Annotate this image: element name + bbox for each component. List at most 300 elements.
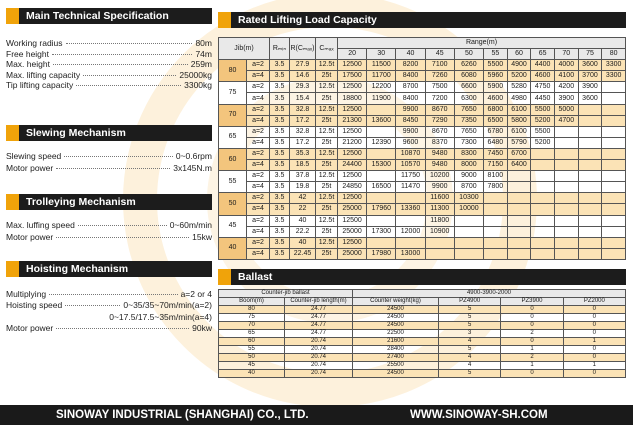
ballast-cell: 20.74: [285, 369, 353, 377]
load-value-cell: 8670: [425, 104, 454, 115]
trolleying-list: [6, 219, 212, 243]
table-cell-rmin: 3.5: [270, 104, 290, 115]
load-value-cell: 4000: [554, 60, 578, 71]
load-value-cell: 5200: [531, 115, 555, 126]
ballast-cell: 1: [563, 337, 625, 345]
load-value-cell: 9000: [454, 171, 483, 182]
ballast-cell: 20.74: [285, 337, 353, 345]
ballast-title: Ballast: [238, 270, 273, 283]
table-cell-cmax: 12.5t: [316, 126, 338, 137]
footer-bar: [0, 405, 633, 425]
table-cell-rmin: 3.5: [270, 137, 290, 148]
ballast-cell: 25500: [353, 361, 439, 369]
load-value-cell: [578, 148, 602, 159]
ballast-cell: 3: [439, 329, 501, 337]
load-value-cell: [554, 204, 578, 215]
load-value-cell: [484, 193, 508, 204]
load-value-cell: [484, 226, 508, 237]
load-value-cell: [578, 160, 602, 171]
load-value-cell: 7650: [454, 104, 483, 115]
load-value-cell: 9480: [425, 148, 454, 159]
slewing-list: [6, 150, 212, 174]
table-cell-cmax: 25t: [316, 204, 338, 215]
range-column-header: 75: [578, 49, 602, 60]
table-row: [219, 215, 626, 226]
ballast-cell: 0: [501, 369, 563, 377]
range-column-header: 50: [454, 49, 483, 60]
load-value-cell: 10200: [425, 171, 454, 182]
ballast-column-header: PZ4900: [439, 297, 501, 305]
load-value-cell: [578, 171, 602, 182]
load-value-cell: [602, 126, 626, 137]
website-link[interactable]: WWW.SINOWAY-SH.COM: [410, 409, 548, 421]
jib-length-cell: 70: [219, 104, 247, 126]
load-value-cell: [484, 248, 508, 259]
load-value-cell: 4900: [507, 60, 531, 71]
table-cell-cmax: 12.5t: [316, 60, 338, 71]
ballast-cell: 4: [439, 337, 501, 345]
load-value-cell: 6800: [484, 104, 508, 115]
load-value-cell: 8700: [396, 82, 425, 93]
load-value-cell: [367, 237, 396, 248]
load-value-cell: 12000: [396, 226, 425, 237]
table-cell-a: a=2: [247, 104, 270, 115]
load-value-cell: [367, 104, 396, 115]
table-cell-a: a=4: [247, 204, 270, 215]
load-value-cell: 4980: [507, 93, 531, 104]
ballast-cell: 5: [439, 305, 501, 313]
load-value-cell: [507, 237, 531, 248]
load-value-cell: [578, 193, 602, 204]
load-value-cell: [507, 215, 531, 226]
table-cell-a: a=2: [247, 215, 270, 226]
table-row: [219, 193, 626, 204]
table-cell-rc: 32.8: [290, 126, 316, 137]
ballast-group-left: Counter-jib ballast: [219, 289, 353, 297]
load-value-cell: 21300: [338, 115, 367, 126]
load-value-cell: 8400: [396, 93, 425, 104]
ballast-cell: 21600: [353, 337, 439, 345]
table-cell-rmin: 3.5: [270, 148, 290, 159]
load-value-cell: 15300: [367, 160, 396, 171]
load-value-cell: [367, 171, 396, 182]
load-value-cell: 5000: [554, 104, 578, 115]
table-cell-rc: 42: [290, 193, 316, 204]
table-cell-rmin: 3.5: [270, 226, 290, 237]
load-value-cell: 11470: [396, 182, 425, 193]
ballast-cell: 24500: [353, 305, 439, 313]
load-value-cell: 24850: [338, 182, 367, 193]
table-row: [219, 321, 626, 329]
load-value-cell: 13000: [396, 248, 425, 259]
table-cell-rc: 37.8: [290, 171, 316, 182]
ballast-cell: 40: [219, 369, 285, 377]
table-cell-a: a=2: [247, 171, 270, 182]
range-column-header: 40: [396, 49, 425, 60]
load-value-cell: [602, 237, 626, 248]
ballast-cell: 4: [439, 353, 501, 361]
range-column-header: 60: [507, 49, 531, 60]
ballast-cell: 60: [219, 337, 285, 345]
load-value-cell: 5800: [507, 115, 531, 126]
table-row: [219, 148, 626, 159]
load-value-cell: 4750: [531, 82, 555, 93]
ballast-cell: 24.77: [285, 305, 353, 313]
ballast-table: [218, 289, 626, 378]
table-cell-cmax: 12.5t: [316, 104, 338, 115]
load-value-cell: 12500: [338, 60, 367, 71]
ballast-cell: 80: [219, 305, 285, 313]
load-value-cell: [454, 226, 483, 237]
section-marker-icon: [6, 8, 19, 24]
load-value-cell: 12390: [367, 137, 396, 148]
ballast-cell: 20.74: [285, 353, 353, 361]
table-cell-cmax: 25t: [316, 71, 338, 82]
load-value-cell: [531, 182, 555, 193]
load-value-cell: 9900: [396, 104, 425, 115]
load-value-cell: 8400: [396, 71, 425, 82]
load-value-cell: 7450: [484, 148, 508, 159]
load-value-cell: 5200: [531, 137, 555, 148]
table-cell-a: a=4: [247, 160, 270, 171]
ballast-cell: 0: [501, 337, 563, 345]
load-value-cell: 4600: [484, 93, 508, 104]
spec-row: Max. lifting capacity 25000kg: [6, 69, 212, 80]
specification-column: [6, 8, 212, 335]
load-value-cell: [602, 82, 626, 93]
range-column-header: 20: [338, 49, 367, 60]
table-row: [219, 313, 626, 321]
load-value-cell: [578, 237, 602, 248]
ballast-column-header: PZ3900: [501, 297, 563, 305]
table-cell-rc: 22.45: [290, 248, 316, 259]
load-value-cell: [578, 104, 602, 115]
table-cell-cmax: 12.5t: [316, 237, 338, 248]
load-value-cell: 17300: [367, 226, 396, 237]
jib-length-cell: 65: [219, 126, 247, 148]
ballast-cell: 5: [439, 321, 501, 329]
table-row: [219, 337, 626, 345]
ballast-cell: 24500: [353, 313, 439, 321]
load-value-cell: [554, 182, 578, 193]
jib-length-cell: 40: [219, 237, 247, 259]
ballast-cell: 70: [219, 321, 285, 329]
table-cell-rmin: 3.5: [270, 126, 290, 137]
load-value-cell: [578, 204, 602, 215]
load-value-cell: 13600: [367, 115, 396, 126]
load-value-cell: [578, 137, 602, 148]
load-value-cell: [507, 248, 531, 259]
main-spec-header: [6, 8, 212, 24]
table-row: [219, 353, 626, 361]
load-value-cell: 17980: [367, 248, 396, 259]
load-value-cell: 3600: [578, 93, 602, 104]
jib-length-cell: 60: [219, 148, 247, 170]
spec-row: Slewing speed 0~0.6rpm: [6, 150, 212, 161]
table-cell-a: a=2: [247, 60, 270, 71]
ballast-cell: 1: [501, 361, 563, 369]
ballast-cell: 50: [219, 353, 285, 361]
load-value-cell: 25000: [338, 226, 367, 237]
load-value-cell: 8700: [454, 182, 483, 193]
load-value-cell: [578, 226, 602, 237]
table-cell-cmax: 25t: [316, 115, 338, 126]
load-value-cell: 12500: [338, 104, 367, 115]
table-cell-rc: 17.2: [290, 137, 316, 148]
tables-column: [218, 12, 626, 378]
load-value-cell: [531, 237, 555, 248]
load-value-cell: 6100: [507, 104, 531, 115]
cmax-column-header: Cₘₐₓ: [316, 38, 338, 60]
company-name: SINOWAY INDUSTRIAL (SHANGHAI) CO., LTD.: [56, 409, 309, 421]
load-value-cell: 3300: [602, 71, 626, 82]
load-value-cell: [554, 193, 578, 204]
load-value-cell: [554, 171, 578, 182]
load-value-cell: [578, 126, 602, 137]
ballast-cell: 0: [563, 313, 625, 321]
table-cell-rc: 22.2: [290, 226, 316, 237]
ballast-cell: 24.77: [285, 321, 353, 329]
table-cell-rc: 22: [290, 204, 316, 215]
ballast-cell: 20.74: [285, 345, 353, 353]
load-value-cell: [602, 193, 626, 204]
load-value-cell: 8370: [425, 137, 454, 148]
table-row: [219, 361, 626, 369]
spec-row: Max. height 259m: [6, 59, 212, 70]
load-value-cell: 12500: [338, 82, 367, 93]
section-marker-icon: [6, 125, 19, 141]
load-value-cell: 6780: [484, 126, 508, 137]
ballast-cell: 2: [501, 353, 563, 361]
load-value-cell: [602, 160, 626, 171]
table-cell-cmax: 25t: [316, 137, 338, 148]
load-value-cell: 12200: [367, 82, 396, 93]
ballast-cell: 2: [501, 329, 563, 337]
table-cell-cmax: 12.5t: [316, 148, 338, 159]
table-cell-a: a=4: [247, 248, 270, 259]
load-value-cell: 10870: [396, 148, 425, 159]
jib-column-header: Jib(m): [219, 38, 270, 60]
load-value-cell: [554, 226, 578, 237]
trolleying-header: [6, 194, 212, 210]
load-value-cell: [396, 215, 425, 226]
load-value-cell: 8000: [454, 160, 483, 171]
load-value-cell: [531, 204, 555, 215]
load-value-cell: [554, 237, 578, 248]
rcmax-column-header: R(Cₘₐₓ): [290, 38, 316, 60]
load-value-cell: [454, 215, 483, 226]
load-value-cell: 4100: [554, 71, 578, 82]
load-value-cell: [531, 160, 555, 171]
ballast-cell: 0: [501, 321, 563, 329]
load-value-cell: 7500: [425, 82, 454, 93]
load-value-cell: [554, 137, 578, 148]
table-cell-rmin: 3.5: [270, 60, 290, 71]
table-row: [219, 305, 626, 313]
table-cell-cmax: 25t: [316, 93, 338, 104]
load-value-cell: 11500: [367, 60, 396, 71]
load-value-cell: 5500: [531, 126, 555, 137]
ballast-cell: 5: [439, 345, 501, 353]
table-cell-rmin: 3.5: [270, 182, 290, 193]
table-cell-rmin: 3.5: [270, 115, 290, 126]
ballast-cell: 5: [439, 313, 501, 321]
spec-row: Motor power 90kw: [6, 323, 212, 334]
load-value-cell: 5500: [484, 60, 508, 71]
table-cell-rc: 35.3: [290, 148, 316, 159]
table-row: [219, 115, 626, 126]
load-value-cell: [531, 171, 555, 182]
load-value-cell: [396, 237, 425, 248]
load-value-cell: 4450: [531, 93, 555, 104]
slewing-header: [6, 125, 212, 141]
load-value-cell: 12500: [338, 126, 367, 137]
load-value-cell: [531, 193, 555, 204]
table-cell-cmax: 25t: [316, 226, 338, 237]
ballast-cell: 24.77: [285, 313, 353, 321]
load-value-cell: 5500: [531, 104, 555, 115]
load-value-cell: 3900: [578, 82, 602, 93]
table-cell-rc: 40: [290, 237, 316, 248]
load-value-cell: [602, 104, 626, 115]
load-value-cell: 8670: [425, 126, 454, 137]
load-value-cell: 6600: [454, 82, 483, 93]
ballast-cell: 0: [563, 369, 625, 377]
jib-length-cell: 75: [219, 82, 247, 104]
table-cell-rc: 27.9: [290, 60, 316, 71]
hoisting-title: Hoisting Mechanism: [26, 262, 129, 275]
load-value-cell: 9600: [396, 137, 425, 148]
jib-length-cell: 50: [219, 193, 247, 215]
load-value-cell: 6300: [454, 93, 483, 104]
table-cell-rmin: 3.5: [270, 171, 290, 182]
load-value-cell: [454, 248, 483, 259]
jib-length-cell: 80: [219, 60, 247, 82]
load-value-cell: 6400: [507, 160, 531, 171]
spec-row: Motor power 3x145N.m: [6, 162, 212, 173]
load-value-cell: 11300: [425, 204, 454, 215]
spec-row: Working radius 80m: [6, 38, 212, 48]
jib-length-cell: 45: [219, 215, 247, 237]
table-row: [219, 204, 626, 215]
load-value-cell: 11750: [396, 171, 425, 182]
spec-row: Tip lifting capacity 3300kg: [6, 80, 212, 91]
ballast-cell: 0: [563, 321, 625, 329]
load-value-cell: [554, 248, 578, 259]
load-value-cell: 3300: [602, 60, 626, 71]
load-value-cell: 3700: [578, 71, 602, 82]
table-cell-a: a=2: [247, 237, 270, 248]
table-cell-rc: 40: [290, 215, 316, 226]
table-cell-rmin: 3.5: [270, 204, 290, 215]
load-value-cell: 12500: [338, 148, 367, 159]
table-row: [219, 171, 626, 182]
table-row: [219, 237, 626, 248]
section-marker-icon: [6, 261, 19, 277]
load-value-cell: [602, 226, 626, 237]
section-marker-icon: [218, 269, 231, 285]
load-value-cell: 5960: [484, 71, 508, 82]
ballast-cell: 0: [563, 345, 625, 353]
hoisting-list: [6, 289, 212, 335]
load-value-cell: 12500: [338, 215, 367, 226]
load-value-cell: 7300: [454, 137, 483, 148]
load-value-cell: [554, 148, 578, 159]
load-value-cell: 7200: [425, 93, 454, 104]
range-column-header: 65: [531, 49, 555, 60]
load-value-cell: 17960: [367, 204, 396, 215]
load-value-cell: 25000: [338, 204, 367, 215]
hoisting-header: [6, 261, 212, 277]
table-cell-a: a=4: [247, 115, 270, 126]
table-row: [219, 137, 626, 148]
load-value-cell: 7150: [484, 160, 508, 171]
table-row: [219, 182, 626, 193]
ballast-cell: 0: [501, 305, 563, 313]
table-row: [219, 226, 626, 237]
load-value-cell: 17500: [338, 71, 367, 82]
load-value-cell: [484, 237, 508, 248]
ballast-cell: 45: [219, 361, 285, 369]
load-value-cell: 3900: [554, 93, 578, 104]
ballast-column-header: Counter-jib length(m): [285, 297, 353, 305]
load-value-cell: [531, 215, 555, 226]
load-value-cell: 8100: [484, 171, 508, 182]
load-value-cell: 6700: [507, 148, 531, 159]
ballast-cell: 20.74: [285, 361, 353, 369]
table-cell-rmin: 3.5: [270, 193, 290, 204]
load-value-cell: [602, 148, 626, 159]
ballast-cell: 1: [563, 361, 625, 369]
load-value-cell: [396, 193, 425, 204]
load-value-cell: 18800: [338, 93, 367, 104]
load-value-cell: 7260: [425, 71, 454, 82]
load-value-cell: [484, 215, 508, 226]
load-value-cell: 9900: [425, 182, 454, 193]
table-cell-rmin: 3.5: [270, 215, 290, 226]
load-value-cell: 9480: [425, 160, 454, 171]
ballast-cell: 4: [439, 361, 501, 369]
ballast-cell: 0: [563, 353, 625, 361]
load-value-cell: [425, 248, 454, 259]
table-cell-a: a=2: [247, 193, 270, 204]
table-cell-cmax: 25t: [316, 248, 338, 259]
table-cell-rmin: 3.5: [270, 160, 290, 171]
load-value-cell: 4700: [554, 115, 578, 126]
ballast-cell: 65: [219, 329, 285, 337]
load-value-cell: 11900: [367, 93, 396, 104]
load-value-cell: 3600: [578, 60, 602, 71]
load-value-cell: [367, 126, 396, 137]
table-cell-a: a=4: [247, 226, 270, 237]
load-value-cell: [602, 215, 626, 226]
table-cell-a: a=4: [247, 71, 270, 82]
load-value-cell: 11700: [367, 71, 396, 82]
load-value-cell: 6500: [484, 115, 508, 126]
ballast-cell: 22500: [353, 329, 439, 337]
ballast-cell: 1: [501, 345, 563, 353]
table-cell-a: a=2: [247, 126, 270, 137]
table-row: [219, 248, 626, 259]
trolleying-title: Trolleying Mechanism: [26, 195, 136, 208]
table-row: [219, 329, 626, 337]
ballast-cell: 24.77: [285, 329, 353, 337]
table-row: [219, 93, 626, 104]
table-cell-rc: 15.4: [290, 93, 316, 104]
load-value-cell: 11600: [425, 193, 454, 204]
main-spec-title: Main Technical Specification: [26, 10, 169, 22]
table-cell-cmax: 12.5t: [316, 193, 338, 204]
